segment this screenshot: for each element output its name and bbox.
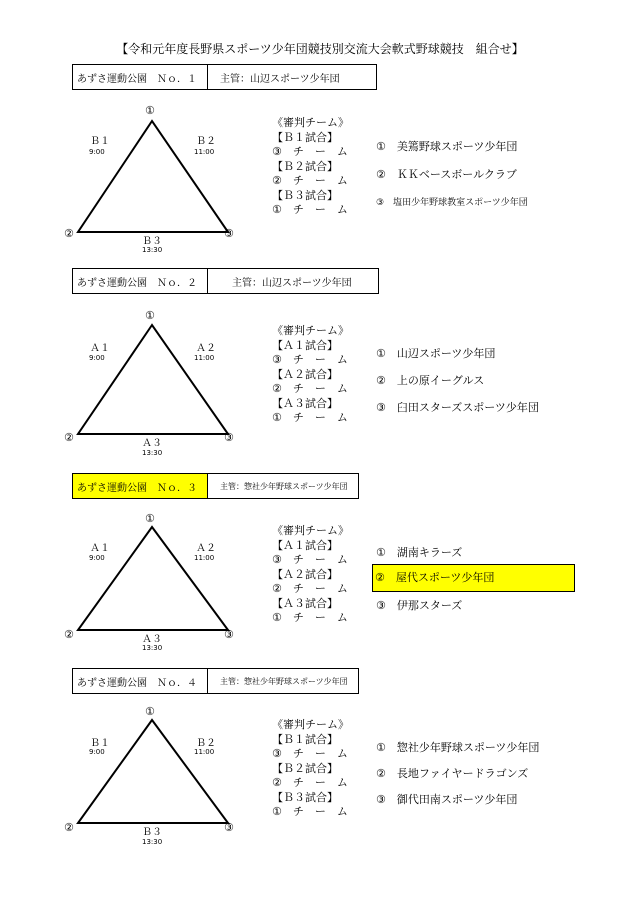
venue-label: あずさ運動公園 Ｎｏ．３ — [73, 474, 208, 498]
ref-line: 【Ｂ３試合】 — [272, 790, 338, 804]
ref-line: 《審判チーム》 — [272, 324, 349, 337]
game-time-2: 11:00 — [194, 554, 215, 562]
page-title: 【令和元年度長野県スポーツ少年団競技別交流大会軟式野球競技 組合せ】 — [116, 42, 524, 56]
venue-label: あずさ運動公園 Ｎｏ．４ — [73, 669, 208, 693]
ref-line: 《審判チーム》 — [272, 116, 349, 129]
group-block-4 — [0, 668, 640, 858]
game-time-1: 9:00 — [89, 148, 105, 156]
game-label-2: Ａ２ — [196, 343, 216, 354]
ref-line: ① チ ー ム — [272, 805, 348, 818]
vertex-left: ② — [64, 227, 74, 240]
ref-line: 【Ｂ１試合】 — [272, 130, 338, 144]
venue-label: あずさ運動公園 Ｎｏ．２ — [73, 269, 208, 293]
ref-line: ① チ ー ム — [272, 203, 348, 216]
ref-line: ② チ ー ム — [272, 174, 348, 187]
team-3: ③ 伊那スターズ — [376, 599, 463, 612]
host-label: 主管：惣社少年野球スポーツ少年団 — [220, 676, 348, 686]
ref-line: 【Ａ１試合】 — [272, 338, 338, 352]
referee-list — [272, 524, 349, 626]
team-3: ③ 臼田スターズスポーツ少年団 — [376, 401, 539, 414]
group-block-1 — [0, 64, 640, 254]
game-time-2: 11:00 — [194, 354, 215, 362]
game-label-3: Ｂ３ — [142, 827, 162, 838]
game-time-3: 13:30 — [142, 246, 163, 254]
vertex-left: ② — [64, 821, 74, 834]
ref-line: 【Ｂ２試合】 — [272, 159, 338, 173]
game-time-2: 11:00 — [194, 148, 215, 156]
vertex-top: ① — [145, 104, 155, 117]
referee-list — [272, 324, 349, 426]
team-3: ③ 御代田南スポーツ少年団 — [376, 793, 518, 806]
ref-line: ① チ ー ム — [272, 611, 348, 624]
vertex-top: ① — [145, 512, 155, 525]
team-1: ① 山辺スポーツ少年団 — [376, 347, 496, 360]
game-label-3: Ｂ３ — [142, 236, 162, 247]
vertex-top: ① — [145, 705, 155, 718]
host-label: 主管：山辺スポーツ少年団 — [220, 73, 340, 85]
vertex-top: ① — [145, 309, 155, 322]
team-1: ① 湖南キラーズ — [376, 546, 463, 559]
game-time-3: 13:30 — [142, 644, 163, 652]
ref-line: 【Ｂ３試合】 — [272, 188, 338, 202]
team-2: ② 長地ファイヤードラゴンズ — [376, 767, 529, 780]
team-2: ② ＫＫベースボールクラブ — [376, 168, 517, 181]
vertex-left: ② — [64, 431, 74, 444]
ref-line: 《審判チーム》 — [272, 718, 349, 731]
ref-line: ③ チ ー ム — [272, 747, 348, 760]
ref-line: 【Ｂ２試合】 — [272, 761, 338, 775]
ref-line: ② チ ー ム — [272, 382, 348, 395]
team-2: ② 上の原イーグルス — [376, 374, 485, 387]
game-label-1: Ａ１ — [90, 543, 110, 554]
team-1: ① 美篶野球スポーツ少年団 — [376, 140, 518, 153]
referee-list — [272, 718, 349, 820]
host-label: 主管：惣社少年野球スポーツ少年団 — [220, 481, 348, 491]
game-label-1: Ｂ１ — [90, 738, 110, 749]
game-time-1: 9:00 — [89, 554, 105, 562]
vertex-right: ③ — [224, 431, 234, 444]
ref-line: ③ チ ー ム — [272, 553, 348, 566]
game-label-2: Ｂ２ — [196, 136, 216, 147]
ref-line: ③ チ ー ム — [272, 145, 348, 158]
ref-line: ① チ ー ム — [272, 411, 348, 424]
game-label-1: Ａ１ — [90, 343, 110, 354]
ref-line: ② チ ー ム — [272, 582, 348, 595]
vertex-right: ③ — [224, 821, 234, 834]
game-time-1: 9:00 — [89, 354, 105, 362]
game-time-3: 13:30 — [142, 449, 163, 457]
game-time-1: 9:00 — [89, 748, 105, 756]
ref-line: 【Ｂ１試合】 — [272, 732, 338, 746]
ref-line: 【Ａ２試合】 — [272, 567, 338, 581]
ref-line: 【Ａ１試合】 — [272, 538, 338, 552]
vertex-right: ③ — [224, 227, 234, 240]
host-label: 主管：山辺スポーツ少年団 — [232, 277, 352, 289]
ref-line: ③ チ ー ム — [272, 353, 348, 366]
ref-line: 【Ａ２試合】 — [272, 367, 338, 381]
game-label-3: Ａ３ — [142, 634, 162, 645]
ref-line: ② チ ー ム — [272, 776, 348, 789]
team-1: ① 惣社少年野球スポーツ少年団 — [376, 741, 540, 754]
game-label-2: Ｂ２ — [196, 738, 216, 749]
group-block-3 — [0, 473, 640, 663]
game-time-2: 11:00 — [194, 748, 215, 756]
ref-line: 【Ａ３試合】 — [272, 596, 338, 610]
game-label-2: Ａ２ — [196, 543, 216, 554]
vertex-right: ③ — [224, 628, 234, 641]
referee-list — [272, 116, 349, 218]
ref-line: 《審判チーム》 — [272, 524, 349, 537]
game-label-1: Ｂ１ — [90, 136, 110, 147]
vertex-left: ② — [64, 628, 74, 641]
game-label-3: Ａ３ — [142, 438, 162, 449]
venue-label: あずさ運動公園 Ｎｏ．１ — [73, 65, 208, 89]
ref-line: 【Ａ３試合】 — [272, 396, 338, 410]
game-time-3: 13:30 — [142, 838, 163, 846]
group-block-2 — [0, 268, 640, 458]
team-3: ③ 塩田少年野球教室スポーツ少年団 — [376, 198, 528, 208]
team-2-highlighted: ② 屋代スポーツ少年団 — [372, 564, 575, 592]
